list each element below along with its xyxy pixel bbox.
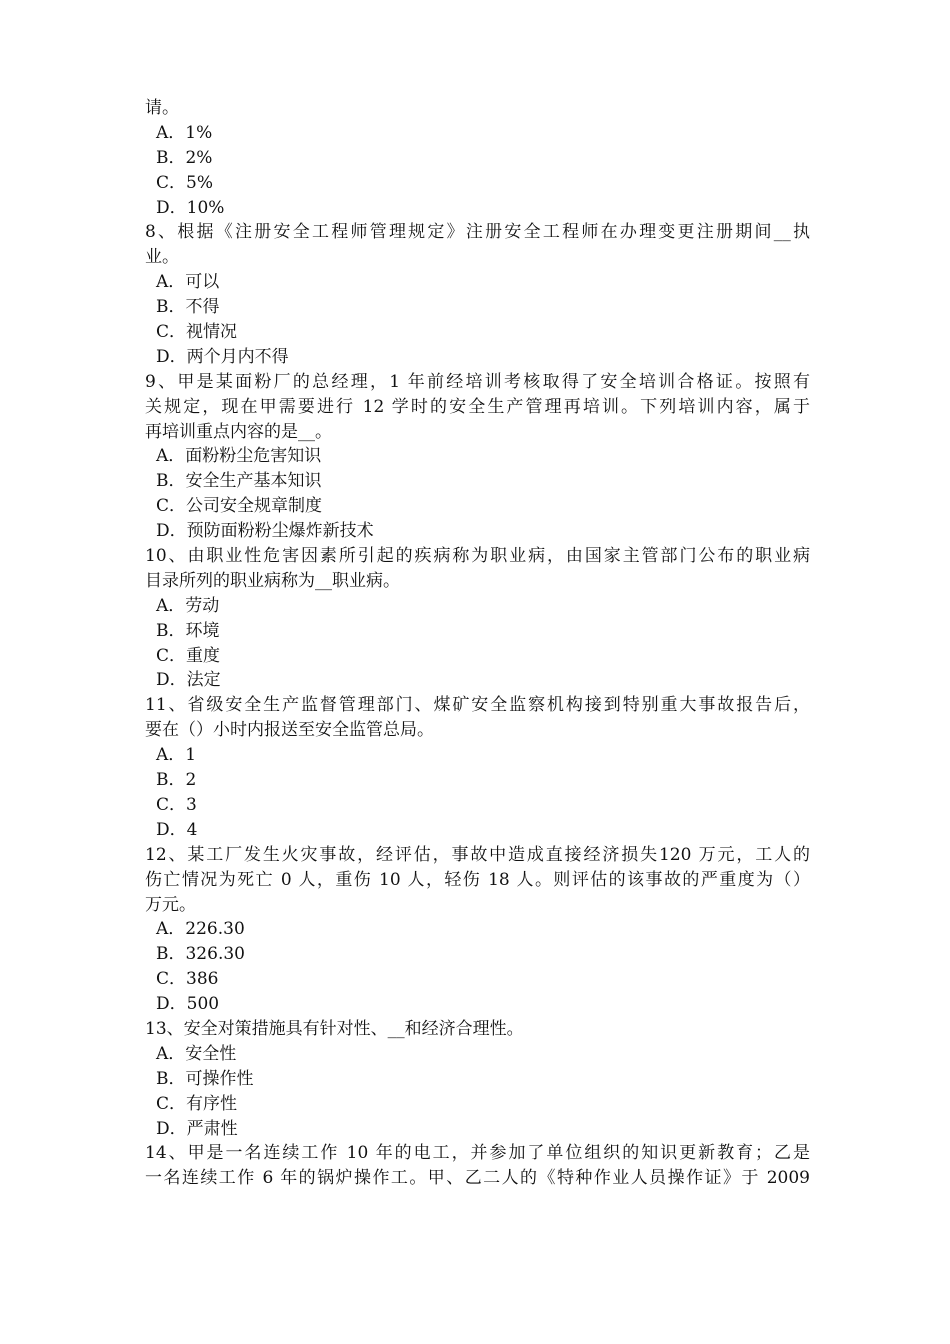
question-7-tail: 请。 [145,98,179,118]
q12-option-d: D．500 [156,994,220,1015]
document-body [145,96,810,1191]
q13-option-a: A．安全性 [156,1043,237,1064]
question-8-text: 8、根据《注册安全工程师管理规定》注册安全工程师在办理变更注册期间__执 [145,222,810,243]
q11-option-c: C．3 [156,794,197,815]
q11-option-d: D．4 [156,819,198,840]
q11-option-a: A．1 [156,745,197,766]
question-13-text: 13、安全对策措施具有针对性、__和经济合理性。 [145,1018,524,1039]
question-12-text: 12、某工厂发生火灾事故，经评估，事故中造成直接经济损失120 万元，工人的 [145,844,810,865]
q13-option-c: C．有序性 [156,1093,238,1114]
question-12-text: 伤亡情况为死亡 0 人，重伤 10 人，轻伤 18 人。则评估的该事故的严重度为（） [145,869,810,890]
question-9-text: 9、甲是某面粉厂的总经理，1 年前经培训考核取得了安全培训合格证。按照有 [145,371,810,392]
question-10-text: 目录所列的职业病称为__职业病。 [145,570,400,591]
q7-option-b: B．2% [156,147,213,168]
q10-option-b: B．环境 [156,620,220,641]
q13-option-b: B．可操作性 [156,1068,254,1089]
question-14-text: 一名连续工作 6 年的锅炉操作工。甲、乙二人的《特种作业人员操作证》于 2009 [145,1168,810,1189]
q12-option-a: A．226.30 [156,919,245,940]
question-9-text: 关规定，现在甲需要进行 12 学时的安全生产管理再培训。下列培训内容，属于 [145,396,810,417]
q12-option-c: C．386 [156,969,219,990]
q8-option-b: B．不得 [156,297,220,318]
q7-option-a: A．1% [156,122,213,143]
q10-option-c: C．重度 [156,645,221,666]
q9-option-c: C．公司安全规章制度 [156,496,323,517]
q8-option-c: C．视情况 [156,322,238,343]
q13-option-d: D．严肃性 [156,1118,238,1139]
q8-option-d: D．两个月内不得 [156,346,289,367]
question-9-text: 再培训重点内容的是__。 [145,421,332,442]
q7-option-c: C．5% [156,172,213,193]
q7-option-d: D．10% [156,197,225,218]
q9-option-a: A．面粉粉尘危害知识 [156,446,322,467]
question-11-text: 11、省级安全生产监督管理部门、煤矿安全监察机构接到特别重大事故报告后， [145,695,810,716]
question-14-text: 14、甲是一名连续工作 10 年的电工，并参加了单位组织的知识更新教育；乙是 [145,1143,810,1164]
q9-option-d: D．预防面粉粉尘爆炸新技术 [156,521,374,542]
question-12-text: 万元。 [145,894,196,915]
q8-option-a: A．可以 [156,272,220,293]
q10-option-a: A．劳动 [156,595,220,616]
q11-option-b: B．2 [156,770,197,791]
question-10-text: 10、由职业性危害因素所引起的疾病称为职业病，由国家主管部门公布的职业病 [145,546,810,567]
q12-option-b: B．326.30 [156,944,245,965]
q9-option-b: B．安全生产基本知识 [156,471,322,492]
question-8-text: 业。 [145,247,179,268]
question-11-text: 要在（）小时内报送至安全监管总局。 [145,720,434,741]
q10-option-d: D．法定 [156,670,221,691]
